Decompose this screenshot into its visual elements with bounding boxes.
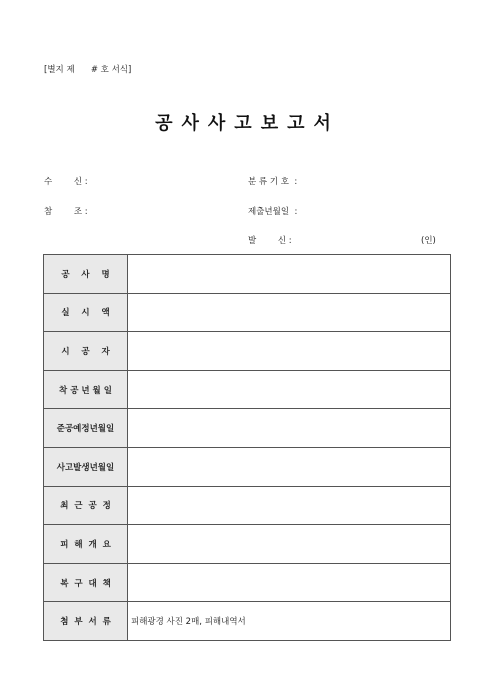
form-reference: [별지 제 # 호 서식]: [44, 65, 132, 75]
row-label-contractor: 시 공 자: [44, 332, 128, 371]
table-row: [44, 563, 451, 602]
reference-label: 참 조 :: [44, 207, 88, 217]
page-title: 공사사고보고서: [155, 113, 340, 134]
table-row: [44, 332, 451, 371]
row-value-amount[interactable]: [128, 293, 451, 332]
row-label-amount: 실 시 액: [44, 293, 128, 332]
table-row: [44, 602, 451, 641]
row-value-accident-date[interactable]: [128, 447, 451, 486]
table-row: [44, 525, 451, 564]
row-label-project-name: 공 사 명: [44, 255, 128, 294]
row-label-recent-progress: 최 근 공 정: [44, 486, 128, 525]
recipient-label: 수 신 :: [44, 177, 88, 187]
submission-date-label: 제출년월일 :: [248, 207, 298, 217]
row-label-accident-date: 사고발생년월일: [44, 447, 128, 486]
table-row: [44, 486, 451, 525]
row-label-start-date: 착 공 년 월 일: [44, 370, 128, 409]
row-value-damage-summary[interactable]: [128, 525, 451, 564]
accident-report-table: [43, 254, 451, 641]
row-value-contractor[interactable]: [128, 332, 451, 371]
table-row: [44, 255, 451, 294]
table-row: [44, 409, 451, 448]
row-value-attachments[interactable]: 피해광경 사진 2매, 피해내역서: [128, 602, 451, 641]
row-label-planned-completion-date: 준공예정년월일: [44, 409, 128, 448]
classification-number-label: 분 류 기 호 :: [248, 177, 298, 187]
row-value-project-name[interactable]: [128, 255, 451, 294]
table-row: [44, 370, 451, 409]
row-value-planned-completion-date[interactable]: [128, 409, 451, 448]
row-label-attachments: 첨 부 서 류: [44, 602, 128, 641]
seal-mark: (인): [421, 236, 436, 246]
table-row: [44, 447, 451, 486]
row-value-start-date[interactable]: [128, 370, 451, 409]
row-label-damage-summary: 피 해 개 요: [44, 525, 128, 564]
row-label-recovery-plan: 복 구 대 책: [44, 563, 128, 602]
row-value-recent-progress[interactable]: [128, 486, 451, 525]
sender-label: 발 신 :: [248, 236, 292, 246]
table-row: [44, 293, 451, 332]
row-value-recovery-plan[interactable]: [128, 563, 451, 602]
